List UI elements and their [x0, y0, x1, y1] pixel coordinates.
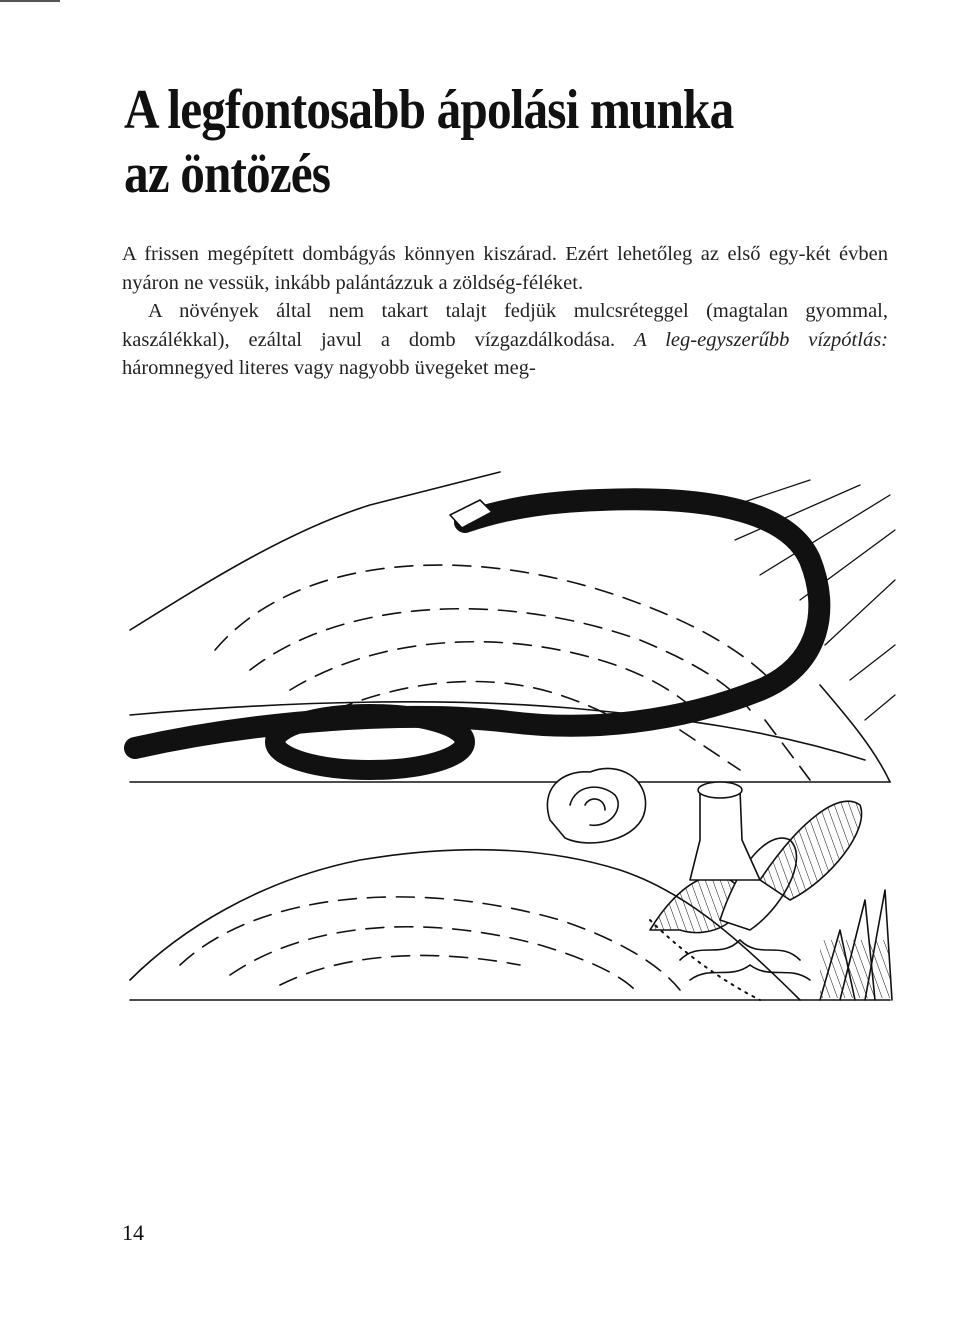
paragraph-2-start: A növények által nem takart talajt fedjük mulcsréteggel (magtalan gyommal, kaszálékkal), ezáltal javul a domb vízgazdálkodása. — [122, 300, 888, 351]
page-corner-mark — [0, 0, 60, 6]
cabbage-head — [547, 768, 645, 842]
upper-soil-layers — [215, 565, 810, 780]
water-bottle — [690, 790, 760, 880]
upper-mound-right-edge — [820, 685, 890, 782]
upper-mound — [130, 472, 895, 782]
page-title — [124, 78, 810, 206]
upper-mound-outline — [130, 472, 500, 630]
paragraph-1: A frissen megépített dombágyás könnyen kiszárad. Ezért lehetőleg az első egy-két évben nyáron ne vessük, inkább palántázzuk a zöldség-féléket. — [122, 243, 888, 294]
paragraph-2 — [122, 297, 888, 383]
lower-mound — [130, 768, 892, 1000]
plant-cluster — [547, 768, 892, 1000]
paragraph-2-italic: A leg-egyszerűbb vízpótlás: — [634, 328, 888, 351]
title-line-1: A legfontosabb ápolási munka — [124, 79, 734, 141]
page-number: 14 — [122, 1220, 144, 1245]
paragraph-2-end: háromnegyed literes vagy nagyobb üvegeket meg- — [122, 357, 536, 380]
title-line-2: az öntözés — [124, 143, 331, 205]
body-text — [122, 240, 888, 383]
mound-bed-illustration — [120, 460, 900, 1020]
lower-soil-layers — [180, 897, 680, 990]
